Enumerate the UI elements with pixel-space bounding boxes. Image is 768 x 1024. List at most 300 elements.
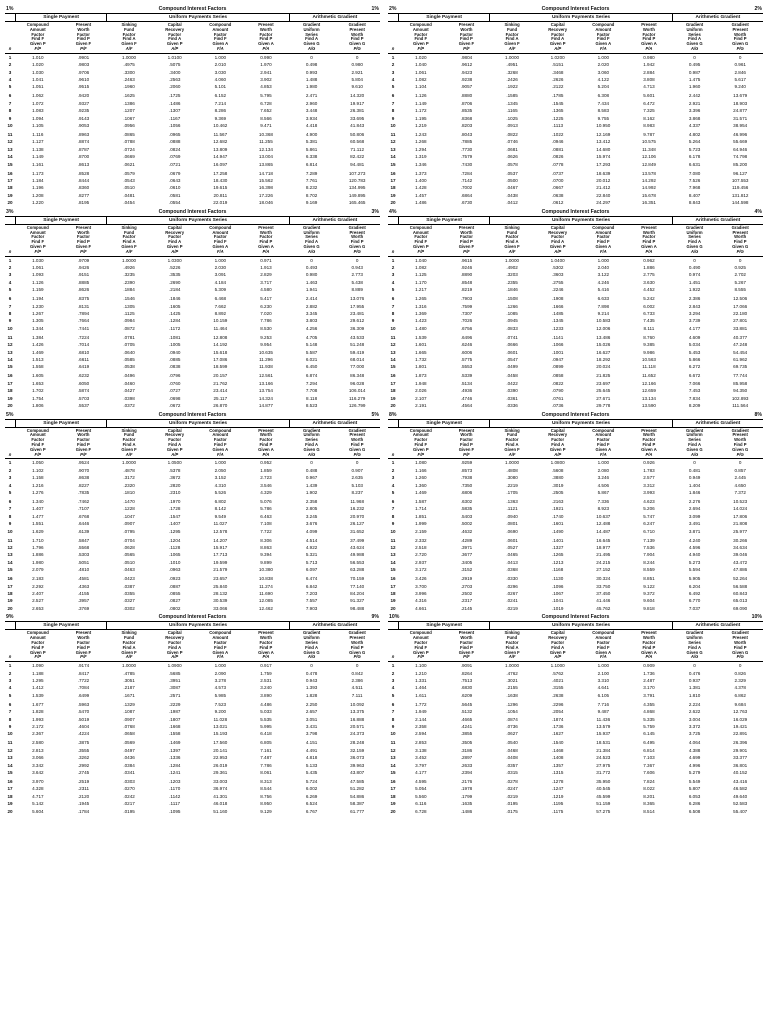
factor-cell: .9053 — [77, 123, 90, 129]
table-row — [388, 147, 763, 152]
table-row — [5, 101, 380, 106]
group-header-row — [5, 622, 380, 630]
factor-cell: 4.256 — [305, 325, 318, 331]
factor-cell: 13.579 — [596, 724, 611, 730]
period-cell: 15 — [390, 770, 396, 776]
factor-cell: 1.513 — [32, 357, 44, 363]
column-symbol: P/F — [80, 248, 87, 254]
column-header-line: Worth — [259, 635, 272, 641]
group-single-payment: Single Payment — [398, 622, 489, 629]
factor-cell: .0510 — [123, 185, 135, 191]
factor-cell: 107.553 — [731, 178, 749, 184]
factor-cell: 0 — [738, 257, 742, 263]
factor-cell: 5.206 — [643, 506, 655, 512]
factor-cell: 4.868 — [643, 709, 655, 715]
factor-cell: 5.242 — [643, 296, 655, 302]
factor-cell: .8638 — [77, 475, 90, 481]
factor-cell: .7224 — [77, 334, 90, 340]
factor-cell: 85.958 — [733, 380, 748, 386]
table-body — [5, 459, 380, 612]
factor-cell: 7.066 — [688, 380, 701, 386]
column-symbol: P/F — [80, 654, 87, 660]
factor-cell: 1.486 — [415, 200, 427, 206]
table-row — [5, 685, 380, 690]
column-header-line: Find P — [77, 441, 90, 447]
factor-cell: .1121 — [506, 506, 518, 512]
column-header — [717, 22, 763, 53]
column-header — [289, 630, 335, 661]
factor-cell: 1.0100 — [167, 54, 182, 60]
column-header-line: Gradient — [685, 630, 704, 636]
factor-cell: 47.248 — [733, 342, 748, 348]
factor-cell: 64.946 — [733, 146, 748, 152]
column-header-line: Present — [75, 224, 92, 230]
group-arithmetic-gradient: Arithmetic Gradient — [672, 420, 763, 427]
column-header-line: Given P — [413, 446, 429, 452]
factor-cell: 1.629 — [32, 528, 44, 534]
factor-cell: .8885 — [77, 279, 90, 285]
column-header-line: Series — [688, 234, 701, 240]
column-header-line: Fund — [123, 432, 135, 438]
column-header-line: Find P — [77, 239, 90, 245]
column-header-line: Worth — [351, 234, 364, 240]
factor-cell: .0579 — [123, 170, 135, 176]
factor-cell: 0 — [738, 663, 742, 669]
factor-cell: 149.895 — [348, 192, 366, 198]
column-header-line: Capital — [550, 22, 565, 27]
column-header — [717, 225, 763, 256]
factor-cell: 18.430 — [213, 178, 228, 184]
factor-cell: 11.118 — [642, 364, 656, 370]
period-cell: 3 — [391, 475, 395, 481]
factor-cell: 1.000 — [597, 257, 610, 263]
factor-cell: .2519 — [77, 779, 90, 784]
factor-cell: 8.162 — [643, 115, 655, 121]
factor-cell: 5.279 — [688, 770, 701, 776]
factor-cell: .4665 — [460, 716, 473, 722]
factor-cell: .4746 — [460, 395, 473, 401]
factor-cell: .2919 — [460, 576, 473, 582]
factor-cell: 15.026 — [596, 342, 611, 348]
factor-cell: 2.050 — [214, 467, 227, 473]
factor-cell: .2122 — [551, 84, 564, 90]
period-cell: 16 — [7, 170, 13, 176]
column-symbol: A/G — [690, 654, 699, 660]
period-cell: 10 — [390, 325, 396, 331]
table-row — [388, 132, 763, 137]
factor-cell: 14.992 — [641, 185, 656, 191]
factor-cell: 14.207 — [213, 537, 228, 543]
column-n-label: n — [391, 45, 395, 51]
factor-cell: 2.653 — [32, 605, 44, 611]
period-cell: 14 — [7, 762, 13, 768]
factor-cell: .0540 — [506, 740, 518, 746]
factor-cell: .5339 — [460, 373, 473, 379]
period-cell: 10 — [7, 325, 13, 331]
factor-cell: 6.178 — [688, 154, 701, 160]
factor-cell: 22.953 — [213, 755, 228, 761]
table-row — [388, 521, 763, 526]
factor-cell: .0468 — [506, 747, 518, 753]
column-header-line: Given F — [75, 41, 92, 47]
column-header-line: Given A — [212, 649, 229, 655]
period-cell: 14 — [390, 762, 396, 768]
factor-cell: 1.886 — [643, 265, 655, 270]
column-header-line: Present — [458, 630, 475, 636]
column-header-line: Given A — [258, 41, 274, 47]
period-cell: 4 — [391, 279, 395, 285]
factor-cell: 39.046 — [733, 552, 748, 558]
factor-cell: 43.472 — [733, 559, 748, 565]
period-cell: 17 — [7, 178, 13, 184]
factor-cell: 1.105 — [32, 123, 44, 129]
factor-cell: 0 — [738, 460, 742, 466]
factor-cell: .7885 — [460, 139, 473, 145]
factor-cell: .0423 — [123, 576, 135, 582]
factor-cell: 2.080 — [597, 467, 610, 473]
table-row — [388, 598, 763, 603]
factor-cell: 1.127 — [32, 139, 44, 145]
column-header-line: Given F — [504, 243, 520, 249]
factor-cell: 1.104 — [415, 84, 427, 90]
factor-cell: 6.672 — [688, 373, 701, 379]
factor-cell: 0.498 — [305, 62, 318, 68]
column-header-line: Gradient — [685, 22, 704, 27]
factor-cell: 1.381 — [688, 685, 701, 691]
factor-cell: 3.172 — [415, 567, 427, 573]
column-header-line: Amount — [29, 635, 46, 641]
factor-cell: 4.337 — [688, 123, 701, 129]
factor-cell: 2.090 — [214, 670, 227, 676]
factor-cell: 1.184 — [32, 178, 44, 184]
factor-cell: .1296 — [506, 701, 518, 707]
column-header-line: Present — [349, 432, 365, 438]
factor-cell: .3087 — [168, 685, 181, 691]
factor-cell: 45.762 — [596, 605, 611, 611]
group-uniform-series: Uniform Payments Series — [106, 14, 289, 21]
period-cell: 16 — [7, 576, 13, 582]
table-row — [388, 178, 763, 183]
factor-cell: 24.523 — [596, 755, 611, 761]
factor-cell: 1.295 — [32, 678, 44, 684]
table-row — [388, 335, 763, 340]
factor-cell: 52.583 — [733, 801, 748, 807]
factor-cell: .0769 — [168, 154, 181, 160]
factor-cell: 11.567 — [213, 132, 228, 137]
factor-cell: 6.492 — [688, 591, 701, 597]
factor-cell: 21.579 — [213, 567, 228, 573]
factor-cell: 58.387 — [350, 801, 365, 807]
table-row — [5, 287, 380, 292]
factor-cell: .0737 — [551, 170, 564, 176]
rate-label-right: 2% — [754, 6, 762, 12]
group-arithmetic-gradient: Arithmetic Gradient — [672, 217, 763, 224]
factor-cell: .0601 — [506, 349, 518, 355]
factor-cell: .5132 — [460, 709, 473, 715]
column-header-line: Factor — [414, 31, 428, 37]
table-row — [5, 388, 380, 393]
factor-cell: .1490 — [551, 528, 564, 534]
factor-cell: 3.717 — [260, 279, 272, 285]
column-header-line: Series — [688, 31, 701, 37]
factor-cell: .1295 — [168, 528, 181, 534]
table-row — [388, 584, 763, 589]
factor-cell: 17.258 — [213, 170, 228, 176]
factor-cell: 1.166 — [415, 467, 427, 473]
factor-cell: .0467 — [506, 185, 518, 191]
column-header-line: Find F — [31, 239, 45, 245]
column-header-line: Recovery — [165, 229, 185, 235]
column-header-line: Find P — [259, 239, 273, 245]
factor-cell: 91.327 — [350, 598, 365, 604]
factor-cell: 1.611 — [415, 692, 427, 698]
factor-cell: .1846 — [168, 296, 181, 302]
column-header-line: Find F — [414, 36, 428, 42]
column-header-line: Factor — [551, 31, 565, 37]
period-cell: 7 — [391, 303, 395, 309]
period-cell: 5 — [391, 692, 395, 698]
table-row — [388, 770, 763, 775]
table-row — [388, 490, 763, 495]
column-header-line: Find F — [414, 441, 428, 447]
table-header — [5, 614, 380, 622]
factor-cell: 9.549 — [214, 513, 227, 519]
column-header-line: Find P — [733, 644, 747, 650]
factor-cell: .5378 — [168, 467, 181, 473]
column-header — [61, 225, 107, 256]
factor-cell: .5470 — [77, 709, 90, 715]
factor-cell: 2.773 — [351, 272, 363, 278]
factor-cell: 7.336 — [597, 498, 610, 504]
factor-cell: 11.652 — [642, 373, 656, 379]
column-symbol: F/A — [599, 451, 607, 457]
column-header-line: Factor — [31, 31, 45, 37]
factor-cell: .2897 — [460, 755, 473, 761]
table-row — [5, 702, 380, 707]
column-header-line: Find P — [733, 36, 747, 42]
column-header-line: Factor — [642, 31, 656, 37]
factor-cell: 1.846 — [688, 490, 701, 496]
group-spacer — [5, 217, 15, 224]
factor-cell: .0872 — [123, 325, 135, 331]
factor-cell: .9420 — [77, 93, 90, 99]
factor-cell: 8.286 — [214, 108, 227, 114]
factor-cell: 5.866 — [688, 357, 701, 363]
column-header — [717, 428, 763, 459]
column-header-line: Present — [732, 432, 748, 438]
factor-cell: 61.962 — [733, 357, 748, 363]
factor-cell: 5.867 — [597, 490, 610, 496]
factor-cell: 29.901 — [733, 747, 748, 753]
period-cell: 4 — [8, 279, 12, 285]
period-cell: 3 — [8, 69, 12, 75]
factor-cell: 26.396 — [733, 740, 748, 746]
column-header-line: Fund — [123, 26, 135, 32]
factor-cell: 3.797 — [415, 762, 427, 768]
factor-cell: .0538 — [123, 364, 135, 370]
period-cell: 9 — [391, 724, 395, 730]
factor-cell: .2394 — [460, 770, 473, 776]
factor-cell: 49.640 — [733, 793, 748, 799]
factor-cell: .0788 — [123, 139, 135, 145]
column-header — [243, 22, 289, 53]
factor-cell: .1266 — [506, 303, 518, 309]
table-row — [388, 748, 763, 753]
factor-cell: .1508 — [506, 296, 518, 302]
factor-cell: 50.806 — [350, 132, 365, 137]
factor-cell: 3.345 — [305, 311, 318, 317]
table-body — [5, 257, 380, 410]
column-header-line: Find F — [597, 441, 610, 447]
factor-cell: .0658 — [123, 731, 135, 737]
factor-cell: 4.514 — [305, 537, 318, 543]
factor-cell: .0408 — [506, 755, 518, 761]
column-header-line: Gradient — [731, 630, 749, 636]
factor-cell: 12.682 — [213, 139, 228, 145]
column-header-line: Find P — [77, 644, 90, 650]
factor-cell: 77.140 — [350, 583, 365, 589]
table-row — [388, 287, 763, 292]
factor-cell: 7.834 — [688, 395, 701, 401]
factor-cell: 5.560 — [415, 793, 427, 799]
column-header-line: Given G — [686, 446, 703, 452]
table-row — [5, 108, 380, 113]
table-row — [5, 296, 380, 301]
column-header-line: Fund — [506, 635, 518, 641]
factor-cell: 0.949 — [688, 475, 701, 481]
factor-cell: 3.294 — [688, 311, 701, 317]
factor-cell: .5537 — [77, 403, 90, 409]
column-header — [626, 630, 672, 661]
table-row — [5, 154, 380, 159]
factor-cell: 12.085 — [258, 598, 273, 604]
factor-cell: 27.152 — [596, 567, 611, 573]
factor-cell: 1.126 — [32, 279, 44, 285]
column-symbol: P/A — [262, 248, 270, 254]
group-header-row — [5, 217, 380, 225]
factor-cell: 41.843 — [350, 123, 365, 129]
factor-cell: 6.338 — [305, 154, 318, 160]
column-header-line: Given G — [686, 243, 703, 249]
factor-cell: .9803 — [77, 62, 90, 68]
factor-cell: 1.407 — [32, 506, 44, 512]
factor-cell: 1.331 — [415, 678, 427, 684]
period-cell: 2 — [8, 467, 12, 473]
column-header-line: Present — [641, 224, 657, 230]
table-header — [388, 412, 763, 420]
factor-cell: 4.996 — [688, 762, 701, 768]
factor-cell: 15.678 — [641, 192, 656, 198]
factor-cell: .2155 — [506, 685, 518, 691]
factor-cell: .9174 — [77, 663, 90, 669]
factor-cell: 4.573 — [214, 685, 227, 691]
table-header — [388, 6, 763, 14]
column-symbol: A/P — [554, 451, 562, 457]
period-cell: 15 — [390, 567, 396, 573]
column-header — [198, 630, 244, 661]
column-header-line: Worth — [460, 229, 473, 235]
period-cell: 11 — [390, 537, 396, 543]
factor-cell: .1585 — [506, 93, 518, 99]
factor-cell: .1547 — [168, 513, 181, 519]
factor-cell: .6768 — [77, 513, 90, 519]
factor-cell: 11.436 — [596, 716, 611, 722]
period-cell: 8 — [8, 513, 12, 519]
factor-cell: 4.699 — [688, 755, 701, 761]
column-header-row — [388, 22, 763, 54]
factor-cell: .1219 — [551, 793, 564, 799]
table-body — [388, 459, 763, 612]
column-header-line: Find A — [505, 239, 519, 245]
factor-cell: .0947 — [551, 357, 564, 363]
table-row — [5, 490, 380, 495]
factor-cell: .9423 — [460, 69, 473, 75]
table-row — [388, 304, 763, 309]
column-symbol: P/A — [645, 451, 653, 457]
factor-cell: 33.750 — [596, 583, 611, 589]
column-header-line: Compound — [26, 630, 49, 636]
factor-cell: 4.246 — [597, 279, 610, 285]
factor-cell: .0940 — [168, 349, 181, 355]
factor-cell: .0500 — [506, 178, 518, 184]
column-header-line: Present — [641, 427, 657, 433]
factor-cell: 5.264 — [688, 139, 701, 145]
factor-cell: 10.563 — [641, 357, 656, 363]
column-header-line: Present — [349, 26, 365, 32]
factor-cell: 1.149 — [415, 100, 427, 106]
column-header-line: Factor — [31, 234, 45, 240]
column-header-line: Factor — [77, 31, 90, 37]
factor-cell: 1.412 — [32, 685, 44, 691]
factor-cell: .9706 — [77, 69, 90, 75]
factor-cell: 1.1000 — [550, 663, 565, 669]
table-row — [388, 123, 763, 128]
factor-cell: .0700 — [551, 178, 564, 184]
factor-cell: 1.539 — [32, 692, 44, 698]
column-header-row — [5, 428, 380, 460]
factor-cell: 4.717 — [32, 793, 44, 799]
factor-cell: .1141 — [552, 334, 564, 340]
factor-cell: 2.445 — [734, 475, 746, 481]
factor-cell: 1.902 — [305, 490, 318, 496]
factor-cell: .8535 — [460, 108, 473, 114]
factor-cell: 7.294 — [305, 380, 318, 386]
factor-cell: 7.526 — [688, 178, 701, 184]
period-cell: 3 — [391, 272, 395, 278]
group-arithmetic-gradient: Arithmetic Gradient — [672, 14, 763, 21]
column-symbol: A/G — [690, 248, 699, 254]
factor-cell: .3769 — [77, 605, 90, 611]
factor-cell: .0372 — [123, 403, 135, 409]
factor-cell: .7142 — [460, 178, 473, 184]
factor-cell: 25.977 — [733, 528, 748, 534]
factor-cell: .0569 — [123, 740, 135, 746]
period-cell: 19 — [390, 192, 396, 198]
factor-cell: .0796 — [168, 373, 181, 379]
column-header-line: Factor — [77, 234, 90, 240]
factor-cell: 51.282 — [350, 786, 365, 792]
table-row — [388, 460, 763, 465]
factor-cell: .6756 — [460, 325, 473, 331]
factor-cell: 3.871 — [688, 528, 701, 534]
column-header-line: Present — [75, 630, 92, 636]
factor-cell: 37.499 — [350, 537, 365, 543]
factor-cell: 29.612 — [350, 318, 365, 324]
factor-cell: .0690 — [506, 528, 518, 534]
factor-cell: 9.899 — [260, 559, 272, 565]
factor-cell: .2463 — [123, 77, 135, 83]
factor-cell: .2820 — [168, 482, 181, 488]
